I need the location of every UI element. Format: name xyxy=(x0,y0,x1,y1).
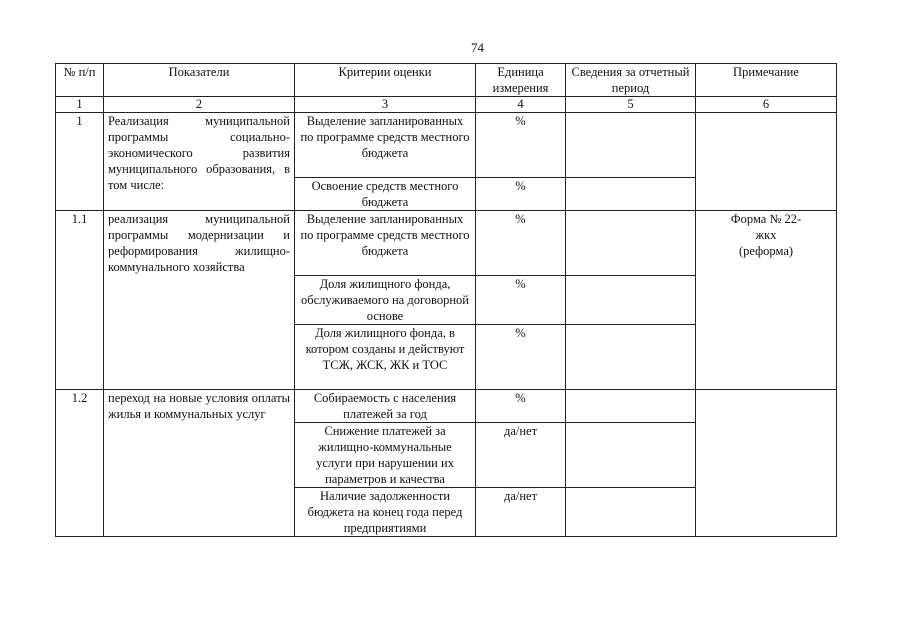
column-number: 4 xyxy=(476,97,566,113)
period-data-cell[interactable] xyxy=(566,325,696,390)
table-row xyxy=(56,113,837,178)
criterion-cell: Снижение платежей за жилищно-коммунальные услуги при нарушении их параметров и качества xyxy=(295,423,476,488)
table-header-row xyxy=(56,64,837,97)
header-period-data: Сведения за отчетный период xyxy=(566,64,696,97)
period-data-cell[interactable] xyxy=(566,390,696,423)
unit-cell: % xyxy=(476,211,566,276)
column-number: 5 xyxy=(566,97,696,113)
indicator-cell: реализация муниципальной программы модернизации и реформирования жилищно-коммунального хозяйства xyxy=(104,211,295,390)
column-number: 3 xyxy=(295,97,476,113)
criterion-cell: Доля жилищного фонда, в котором созданы и действуют ТСЖ, ЖСК, ЖК и ТОС xyxy=(295,325,476,390)
unit-cell: % xyxy=(476,325,566,390)
period-data-cell[interactable] xyxy=(566,113,696,178)
row-number: 1.2 xyxy=(56,390,104,537)
indicators-table xyxy=(55,63,837,537)
header-number: № п/п xyxy=(56,64,104,97)
unit-cell: % xyxy=(476,113,566,178)
header-indicators: Показатели xyxy=(104,64,295,97)
header-note: Примечание xyxy=(696,64,837,97)
unit-cell: да/нет xyxy=(476,423,566,488)
note-cell: Форма № 22-жкх (реформа) xyxy=(696,211,837,390)
criterion-cell: Доля жилищного фонда, обслуживаемого на договорной основе xyxy=(295,276,476,325)
column-number: 2 xyxy=(104,97,295,113)
criterion-cell: Выделение запланированных по программе средств местного бюджета xyxy=(295,113,476,178)
period-data-cell[interactable] xyxy=(566,211,696,276)
column-number: 6 xyxy=(696,97,837,113)
unit-cell: % xyxy=(476,178,566,211)
indicator-cell: переход на новые условия оплаты жилья и коммунальных услуг xyxy=(104,390,295,537)
criterion-cell: Собираемость с населения платежей за год xyxy=(295,390,476,423)
table-row xyxy=(56,211,837,276)
criterion-cell: Выделение запланированных по программе средств местного бюджета xyxy=(295,211,476,276)
header-unit: Единица измерения xyxy=(476,64,566,97)
unit-cell: % xyxy=(476,390,566,423)
criterion-cell: Освоение средств местного бюджета xyxy=(295,178,476,211)
criterion-cell: Наличие задолженности бюджета на конец года перед предприятиями xyxy=(295,488,476,537)
period-data-cell[interactable] xyxy=(566,276,696,325)
header-criteria: Критерии оценки xyxy=(295,64,476,97)
period-data-cell[interactable] xyxy=(566,423,696,488)
period-data-cell[interactable] xyxy=(566,178,696,211)
indicator-cell: Реализация муниципальной программы социально-экономического развития муниципального образования, в том числе: xyxy=(104,113,295,211)
unit-cell: % xyxy=(476,276,566,325)
row-number: 1 xyxy=(56,113,104,211)
column-numbers-row xyxy=(56,97,837,113)
table-row xyxy=(56,390,837,423)
column-number: 1 xyxy=(56,97,104,113)
period-data-cell[interactable] xyxy=(566,488,696,537)
row-number: 1.1 xyxy=(56,211,104,390)
note-cell xyxy=(696,113,837,211)
note-cell xyxy=(696,390,837,537)
unit-cell: да/нет xyxy=(476,488,566,537)
page-number: 74 xyxy=(471,40,484,55)
